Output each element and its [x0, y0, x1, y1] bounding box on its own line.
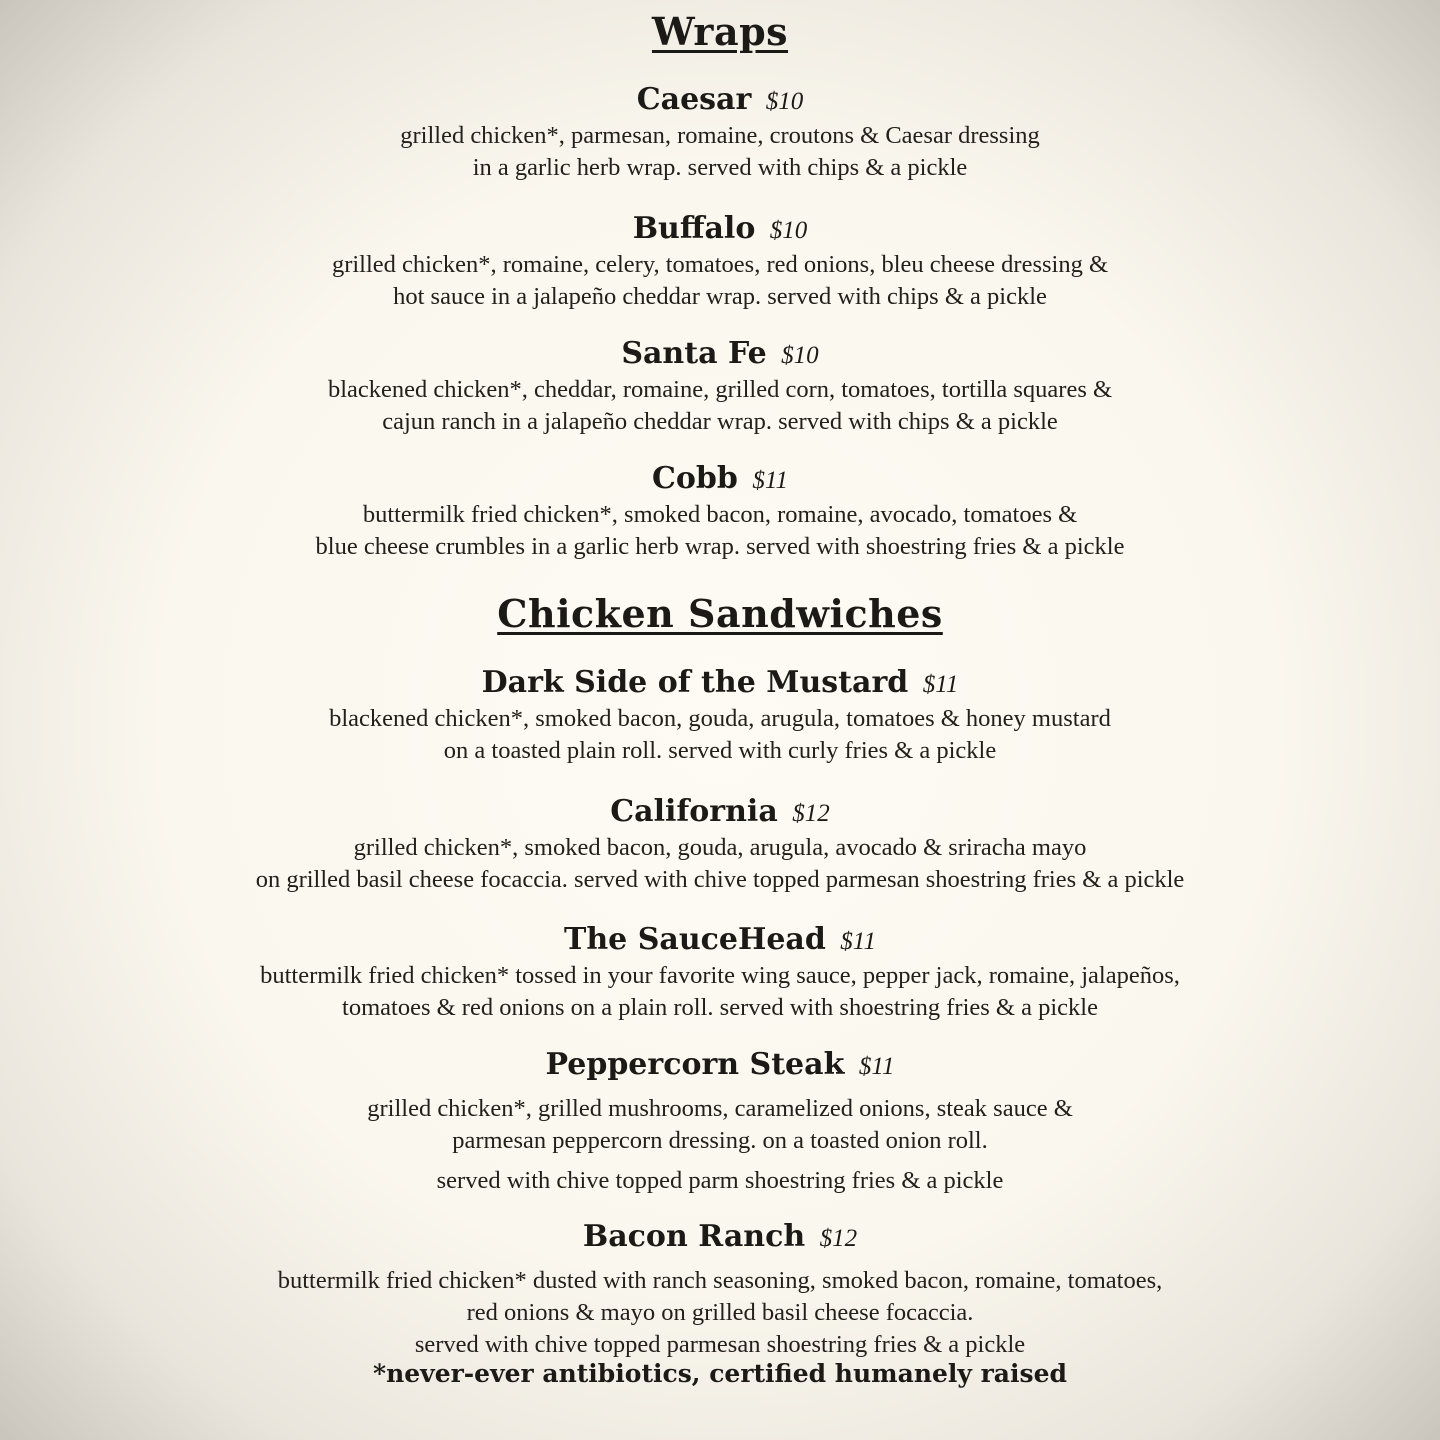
- menu-item-peppercorn-steak: [0, 1047, 1440, 1197]
- item-description-line: parmesan peppercorn dressing. on a toasted onion roll.: [452, 1127, 988, 1154]
- item-name: Peppercorn Steak: [545, 1047, 845, 1082]
- menu-item-cobb: [0, 461, 1440, 563]
- item-name: California: [610, 794, 778, 829]
- item-name: Buffalo: [632, 211, 756, 246]
- item-description-line: grilled chicken*, smoked bacon, gouda, arugula, avocado & sriracha mayo: [353, 834, 1087, 861]
- item-name: Cobb: [652, 461, 738, 496]
- item-description-line: buttermilk fried chicken* dusted with ranch seasoning, smoked bacon, romaine, tomatoes,: [277, 1267, 1163, 1294]
- wraps-heading: Wraps: [651, 9, 789, 54]
- item-price: $11: [752, 467, 788, 494]
- item-description-line: grilled chicken*, romaine, celery, tomatoes, red onions, bleu cheese dressing &: [331, 251, 1109, 278]
- menu-item-the-saucehead: [0, 922, 1440, 1024]
- item-description-line: in a garlic herb wrap. served with chips & a pickle: [472, 154, 968, 181]
- menu-item-buffalo: [0, 211, 1440, 313]
- item-description-line: cajun ranch in a jalapeño cheddar wrap. served with chips & a pickle: [382, 408, 1058, 435]
- item-name: Bacon Ranch: [582, 1219, 806, 1254]
- item-description-line: tomatoes & red onions on a plain roll. served with shoestring fries & a pickle: [342, 994, 1098, 1021]
- menu-item-dark-side-of-the-mustard: [0, 665, 1440, 767]
- item-price: $11: [840, 928, 876, 955]
- item-description-line: on grilled basil cheese focaccia. served with chive topped parmesan shoestring fries & a pickle: [255, 866, 1185, 893]
- item-price: $12: [792, 800, 830, 827]
- footnote: *never-ever antibiotics, certified humanely raised: [373, 1359, 1067, 1388]
- menu-item-california: [0, 794, 1440, 896]
- item-description-line: on a toasted plain roll. served with curly fries & a pickle: [443, 737, 997, 764]
- menu-item-santa-fe: [0, 336, 1440, 438]
- item-description-line: red onions & mayo on grilled basil cheese focaccia.: [466, 1299, 974, 1326]
- item-description-line: served with chive topped parmesan shoestring fries & a pickle: [414, 1331, 1026, 1358]
- item-description-line: grilled chicken*, parmesan, romaine, croutons & Caesar dressing: [400, 122, 1040, 149]
- item-name: Caesar: [636, 82, 752, 117]
- item-description-line: blue cheese crumbles in a garlic herb wrap. served with shoestring fries & a pickle: [315, 533, 1125, 560]
- item-name: Dark Side of the Mustard: [481, 665, 909, 700]
- item-price: $11: [858, 1053, 895, 1080]
- item-description-line: grilled chicken*, grilled mushrooms, caramelized onions, steak sauce &: [367, 1095, 1073, 1122]
- item-price: $12: [819, 1225, 858, 1252]
- item-description-line: blackened chicken*, cheddar, romaine, grilled corn, tomatoes, tortilla squares &: [327, 376, 1113, 403]
- menu-item-bacon-ranch: [0, 1219, 1440, 1361]
- chicken-sandwiches-heading: Chicken Sandwiches: [497, 591, 943, 636]
- item-description-line: served with chive topped parm shoestring fries & a pickle: [436, 1167, 1004, 1194]
- item-description-line: blackened chicken*, smoked bacon, gouda, arugula, tomatoes & honey mustard: [329, 705, 1111, 732]
- item-price: $10: [781, 342, 819, 369]
- item-price: $11: [922, 671, 959, 698]
- item-price: $10: [765, 88, 804, 115]
- item-description-line: buttermilk fried chicken*, smoked bacon, romaine, avocado, tomatoes &: [362, 501, 1078, 528]
- item-price: $10: [769, 217, 808, 244]
- item-description-line: hot sauce in a jalapeño cheddar wrap. served with chips & a pickle: [393, 283, 1047, 310]
- item-name: The SauceHead: [564, 922, 826, 957]
- item-description-line: buttermilk fried chicken* tossed in your favorite wing sauce, pepper jack, romaine, jalapeños,: [260, 962, 1180, 989]
- item-name: Santa Fe: [621, 336, 767, 371]
- menu-item-caesar: [0, 82, 1440, 184]
